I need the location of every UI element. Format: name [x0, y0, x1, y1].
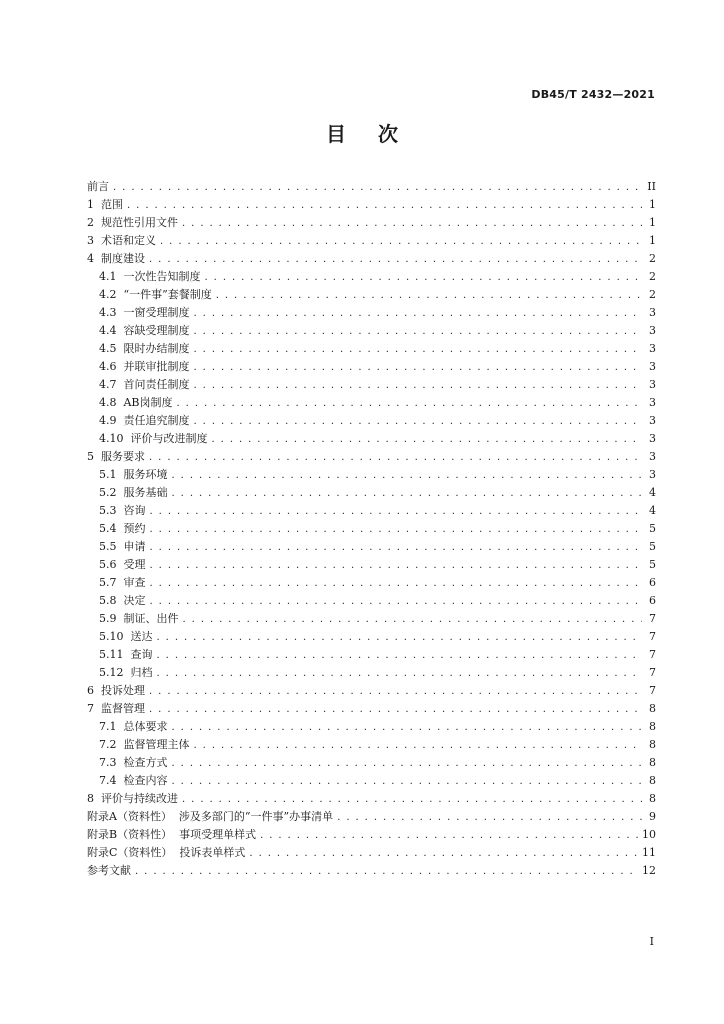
toc-entry-label: 4.8 AB岗制度 — [99, 396, 173, 409]
toc-entry-label: 4.4 容缺受理制度 — [99, 324, 190, 337]
toc-entry-page: 3 — [649, 396, 656, 409]
toc-entry-page: 10 — [642, 828, 656, 841]
toc-leader-dots — [150, 575, 643, 593]
toc-leader-dots — [183, 611, 643, 629]
toc-entry-page: 2 — [649, 252, 656, 265]
toc-leader-dots — [172, 485, 643, 503]
toc-entry-page: 12 — [642, 864, 656, 877]
toc-leader-dots — [172, 719, 643, 737]
toc-leader-dots — [194, 413, 643, 431]
toc-entry-label: 4.5 限时办结制度 — [99, 342, 190, 355]
toc-entry[interactable] — [87, 538, 656, 556]
toc-entry[interactable] — [87, 196, 656, 214]
toc-entry-page: 2 — [649, 270, 656, 283]
toc-leader-dots — [212, 431, 643, 449]
toc-leader-dots — [150, 539, 643, 557]
toc-entry-page: 4 — [649, 504, 656, 517]
toc-entry[interactable] — [87, 502, 656, 520]
toc-entry-page: 1 — [649, 234, 656, 247]
toc-leader-dots — [177, 395, 642, 413]
toc-entry-page: 3 — [649, 468, 656, 481]
toc-leader-dots — [127, 197, 642, 215]
toc-entry[interactable] — [87, 574, 656, 592]
toc-entry-page: 1 — [649, 216, 656, 229]
toc-entry-label: 4.6 并联审批制度 — [99, 360, 190, 373]
toc-entry[interactable] — [87, 340, 656, 358]
toc-entry-page: 5 — [649, 558, 656, 571]
toc-entry-page: 3 — [649, 306, 656, 319]
toc-entry-page: 7 — [649, 630, 656, 643]
toc-leader-dots — [149, 683, 642, 701]
toc-entry-label: 5.8 决定 — [99, 594, 146, 607]
toc-entry[interactable] — [87, 862, 656, 880]
toc-entry-label: 7.4 检查内容 — [99, 774, 168, 787]
page-number: I — [649, 935, 654, 948]
toc-leader-dots — [113, 179, 642, 197]
toc-entry-page: 7 — [649, 648, 656, 661]
toc-entry-page: 8 — [649, 756, 656, 769]
toc-entry-page: 8 — [649, 738, 656, 751]
toc-entry-page: 11 — [642, 846, 656, 859]
toc-entry-page: 3 — [649, 450, 656, 463]
toc-entry-label: 5.5 申请 — [99, 540, 146, 553]
toc-entry-label: 4 制度建设 — [87, 252, 145, 265]
toc-leader-dots — [157, 629, 643, 647]
toc-leader-dots — [194, 305, 643, 323]
toc-entry-label: 1 范围 — [87, 198, 123, 211]
toc-entry[interactable] — [87, 718, 656, 736]
toc-entry-label: 2 规范性引用文件 — [87, 216, 178, 229]
toc-entry[interactable] — [87, 232, 656, 250]
toc-entry-label: 7.2 监督管理主体 — [99, 738, 190, 751]
toc-leader-dots — [194, 377, 643, 395]
toc-leader-dots — [157, 665, 643, 683]
toc-entry-page: 3 — [649, 324, 656, 337]
toc-entry-label: 7.3 检查方式 — [99, 756, 168, 769]
toc-entry[interactable] — [87, 664, 656, 682]
toc-entry[interactable] — [87, 772, 656, 790]
toc-entry-label: 4.2 “一件事”套餐制度 — [99, 288, 212, 301]
toc-entry-page: 8 — [649, 702, 656, 715]
toc-entry-label: 4.7 首问责任制度 — [99, 378, 190, 391]
toc-entry[interactable] — [87, 358, 656, 376]
toc-leader-dots — [172, 773, 643, 791]
toc-entry-page: 8 — [649, 792, 656, 805]
toc-entry[interactable] — [87, 808, 656, 826]
toc-entry[interactable] — [87, 214, 656, 232]
toc-leader-dots — [135, 863, 638, 881]
toc-entry-label: 5.9 制证、出件 — [99, 612, 179, 625]
toc-entry[interactable] — [87, 520, 656, 538]
toc-entry-label: 5.4 预约 — [99, 522, 146, 535]
toc-leader-dots — [205, 269, 643, 287]
toc-entry[interactable] — [87, 754, 656, 772]
toc-entry[interactable] — [87, 430, 656, 448]
standard-code: DB45/T 2432—2021 — [531, 88, 655, 101]
toc-entry[interactable] — [87, 286, 656, 304]
toc-entry-page: 4 — [649, 486, 656, 499]
toc-entry[interactable] — [87, 412, 656, 430]
toc-entry-page: 9 — [649, 810, 656, 823]
toc-entry-label: 6 投诉处理 — [87, 684, 145, 697]
toc-entry-label: 5.7 审查 — [99, 576, 146, 589]
toc-entry[interactable] — [87, 556, 656, 574]
toc-entry-label: 5.6 受理 — [99, 558, 146, 571]
toc-leader-dots — [337, 809, 642, 827]
toc-entry[interactable] — [87, 844, 656, 862]
toc-entry[interactable] — [87, 304, 656, 322]
toc-leader-dots — [182, 791, 642, 809]
toc-entry[interactable] — [87, 826, 656, 844]
toc-entry[interactable] — [87, 322, 656, 340]
toc-entry-page: 3 — [649, 378, 656, 391]
table-of-contents — [87, 178, 656, 880]
toc-entry-label: 8 评价与持续改进 — [87, 792, 178, 805]
toc-entry[interactable] — [87, 484, 656, 502]
toc-entry-label: 4.10 评价与改进制度 — [99, 432, 208, 445]
toc-entry-label: 4.1 一次性告知制度 — [99, 270, 201, 283]
toc-leader-dots — [194, 323, 643, 341]
toc-leader-dots — [260, 827, 638, 845]
toc-entry-page: 7 — [649, 684, 656, 697]
toc-entry-page: II — [647, 180, 656, 193]
toc-entry-label: 附录C（资料性） 投诉表单样式 — [87, 846, 246, 859]
toc-leader-dots — [194, 359, 643, 377]
toc-leader-dots — [172, 467, 643, 485]
toc-entry-label: 5.10 送达 — [99, 630, 153, 643]
toc-entry-label: 参考文献 — [87, 864, 131, 877]
toc-leader-dots — [150, 521, 643, 539]
toc-entry[interactable] — [87, 394, 656, 412]
toc-entry-label: 附录B（资料性） 事项受理单样式 — [87, 828, 257, 841]
toc-leader-dots — [172, 755, 643, 773]
toc-leader-dots — [194, 737, 643, 755]
toc-entry[interactable] — [87, 736, 656, 754]
toc-entry-label: 5.3 咨询 — [99, 504, 146, 517]
toc-leader-dots — [149, 251, 642, 269]
toc-leader-dots — [149, 449, 642, 467]
toc-leader-dots — [150, 503, 643, 521]
toc-entry-label: 3 术语和定义 — [87, 234, 156, 247]
toc-entry[interactable] — [87, 376, 656, 394]
toc-entry[interactable] — [87, 628, 656, 646]
toc-entry[interactable] — [87, 700, 656, 718]
toc-entry[interactable] — [87, 610, 656, 628]
toc-leader-dots — [249, 845, 638, 863]
toc-entry-label: 7 监督管理 — [87, 702, 145, 715]
toc-entry-label: 4.3 一窗受理制度 — [99, 306, 190, 319]
toc-entry-page: 5 — [649, 522, 656, 535]
toc-entry[interactable] — [87, 448, 656, 466]
toc-entry-label: 7.1 总体要求 — [99, 720, 168, 733]
toc-entry-page: 3 — [649, 360, 656, 373]
toc-entry-label: 前言 — [87, 180, 109, 193]
toc-entry-page: 7 — [649, 666, 656, 679]
toc-entry[interactable] — [87, 250, 656, 268]
toc-leader-dots — [150, 593, 643, 611]
toc-entry-label: 附录A（资料性） 涉及多部门的“一件事”办事清单 — [87, 810, 334, 823]
page-title — [0, 118, 724, 147]
toc-entry-page: 5 — [649, 540, 656, 553]
toc-entry-label: 4.9 责任追究制度 — [99, 414, 190, 427]
toc-entry-label: 5.12 归档 — [99, 666, 153, 679]
toc-entry-page: 6 — [649, 594, 656, 607]
toc-entry-page: 8 — [649, 774, 656, 787]
toc-entry[interactable] — [87, 682, 656, 700]
toc-leader-dots — [182, 215, 642, 233]
page-title-second-char: 次 — [378, 122, 398, 146]
toc-entry[interactable] — [87, 592, 656, 610]
toc-entry[interactable] — [87, 790, 656, 808]
toc-entry[interactable] — [87, 466, 656, 484]
toc-entry-page: 8 — [649, 720, 656, 733]
page-title-first-char: 目 — [326, 122, 346, 146]
toc-leader-dots — [157, 647, 643, 665]
toc-entry[interactable] — [87, 178, 656, 196]
toc-leader-dots — [194, 341, 643, 359]
toc-entry-page: 2 — [649, 288, 656, 301]
toc-entry-page: 3 — [649, 342, 656, 355]
toc-entry-page: 1 — [649, 198, 656, 211]
toc-entry[interactable] — [87, 268, 656, 286]
toc-entry-label: 5 服务要求 — [87, 450, 145, 463]
toc-entry-label: 5.2 服务基础 — [99, 486, 168, 499]
toc-entry-page: 6 — [649, 576, 656, 589]
toc-leader-dots — [150, 557, 643, 575]
toc-entry-page: 3 — [649, 432, 656, 445]
toc-leader-dots — [216, 287, 642, 305]
toc-entry-page: 3 — [649, 414, 656, 427]
toc-entry-page: 7 — [649, 612, 656, 625]
toc-entry-label: 5.1 服务环境 — [99, 468, 168, 481]
toc-entry-label: 5.11 查询 — [99, 648, 153, 661]
toc-leader-dots — [149, 701, 642, 719]
toc-leader-dots — [160, 233, 642, 251]
toc-entry[interactable] — [87, 646, 656, 664]
